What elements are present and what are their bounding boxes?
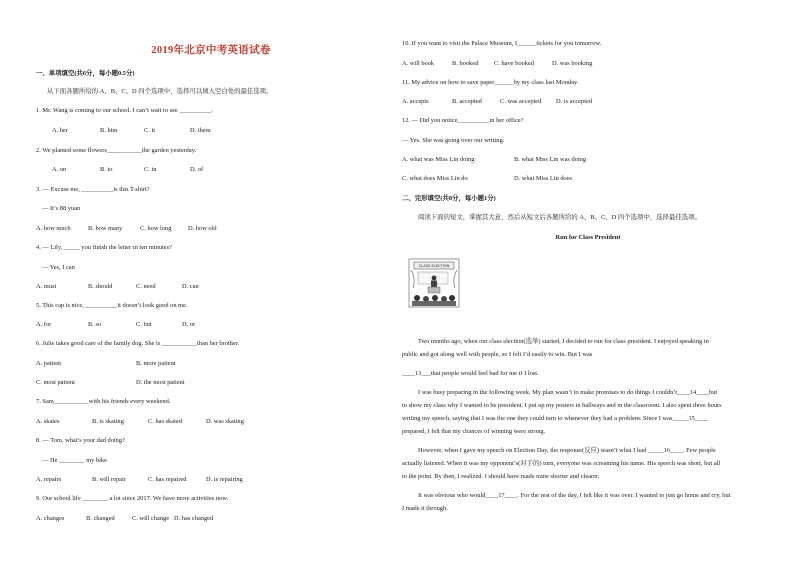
q10-stem: 10. If you want to visit the Palace Museum, I______tickets for you tomorrow. <box>402 40 602 47</box>
q9-option-a[interactable]: A. changes <box>36 515 65 522</box>
q11-option-b[interactable]: B. accepted <box>452 98 482 105</box>
q2-option-b[interactable]: B. to <box>100 166 113 173</box>
q3-option-b[interactable]: B. how many <box>88 225 123 232</box>
q8-reply: — He ________ my bike <box>42 457 107 464</box>
q6-stem: 6. Julie takes good care of the family dog. She is ___________than her brother. <box>36 340 240 347</box>
q7-option-d[interactable]: D. was skating <box>206 418 244 425</box>
section-1-heading: 一、单项填空(共6分，每小题0.5分) <box>36 70 135 77</box>
q4-option-b[interactable]: B. should <box>88 283 113 290</box>
banner-text: CLASS ELECTION <box>418 264 450 269</box>
q9-option-c[interactable]: C. will change <box>132 515 170 522</box>
q9-option-d[interactable]: D. has changed <box>174 515 214 522</box>
q12-option-c[interactable]: C. what does Miss Lin do <box>402 175 468 182</box>
q1-option-a[interactable]: A. her <box>52 127 68 134</box>
q12-stem: 12. — Did you notice__________in her office? <box>402 117 524 124</box>
q1-stem: 1. Mr. Wang is coming to our school. I can’t wait to see __________. <box>36 107 213 114</box>
q1-option-c[interactable]: C. it <box>144 127 156 134</box>
election-picture <box>408 258 460 308</box>
q2-option-c[interactable]: C. in <box>144 166 157 173</box>
q4-option-d[interactable]: D. can <box>182 283 199 290</box>
q5-option-a[interactable]: A. for <box>36 321 52 328</box>
classroom-illustration <box>408 258 460 308</box>
q7-option-c[interactable]: C. has skated <box>148 418 182 425</box>
q5-option-d[interactable]: D. or <box>182 321 196 328</box>
section-2-instruction: 阅读下面的短文，掌握其大意，然后从短文后各题所给的 A、B、C、D 四个选项中，选择最佳选项。 <box>418 214 701 221</box>
q6-option-a[interactable]: A. patient <box>36 360 62 367</box>
q3-reply: — It’s 88 yuan <box>42 205 81 212</box>
passage-line-8: However, when I gave my speech on Election Day, the response(反应) wasn’t what I had _____16____. Few people <box>418 447 716 454</box>
q7-option-a[interactable]: A. skates <box>36 418 60 425</box>
q5-option-b[interactable]: B. so <box>88 321 102 328</box>
q1-option-b[interactable]: B. him <box>100 127 118 134</box>
q2-option-d[interactable]: D. of <box>190 166 204 173</box>
passage-title: Run for Class President <box>555 234 621 241</box>
q6-option-d[interactable]: D. the most patient <box>136 379 185 386</box>
passage-line-10: to the point. By then, I realized. I should have made mine shorter and clearer. <box>402 473 600 480</box>
passage-line-4: I was busy preparing in the following week. My plan wasn’t to make promises to do things I couldn’t____14____but <box>418 389 718 396</box>
page-title: 2019年北京中考英语试卷 <box>151 45 271 56</box>
q11-stem: 11. My advice on how to save paper______by my class last Monday. <box>402 79 579 86</box>
q5-option-c[interactable]: C. but <box>136 321 152 328</box>
q6-option-c[interactable]: C. most patient <box>36 379 75 386</box>
q3-stem: 3. — Excuse me, __________is this T-shirt? <box>36 186 150 193</box>
q12-option-b[interactable]: B. what Miss Lin was doing <box>514 156 587 163</box>
passage-line-7: prepared, I felt that my chances of winning were strong. <box>402 428 546 435</box>
q9-stem: 9. Our school life ________ a lot since 2017. We have more activities now. <box>36 495 229 502</box>
q4-option-c[interactable]: C. need <box>136 283 156 290</box>
q4-stem: 4. — Lily, _____ you finish the letter in ten minutes? <box>36 244 172 251</box>
q9-option-b[interactable]: B. changed <box>86 515 115 522</box>
q12-reply: — Yes. She was going over our writing. <box>402 137 505 144</box>
passage-line-12: I made it through. <box>402 505 448 512</box>
q5-stem: 5. This cap is nice, __________it doesn’t look good on me. <box>36 302 188 309</box>
q10-option-a[interactable]: A. will book <box>402 60 435 67</box>
q12-option-d[interactable]: D. what Miss Lin does <box>514 175 573 182</box>
q10-option-b[interactable]: B. booked <box>452 60 479 67</box>
q12-option-a[interactable]: A. what was Miss Lin doing <box>402 156 475 163</box>
q7-stem: 7. Sam___________with his friends every weekend. <box>36 398 171 405</box>
q8-option-d[interactable]: D. is repairing <box>206 476 243 483</box>
q11-option-a[interactable]: A. accepts <box>402 98 429 105</box>
q6-option-b[interactable]: B. more patient <box>136 360 176 367</box>
q10-option-d[interactable]: D. was booking <box>552 60 593 67</box>
q4-option-a[interactable]: A. must <box>36 283 57 290</box>
q10-option-c[interactable]: C. have booked <box>494 60 534 67</box>
q3-option-a[interactable]: A. how much <box>36 225 71 232</box>
q11-option-c[interactable]: C. was accepted <box>500 98 542 105</box>
q3-option-c[interactable]: C. how long <box>140 225 172 232</box>
section-1-instruction: 从下面各题所给的 A、B、C、D 四个选项中，选择可以填入空白处的最佳选项。 <box>47 88 273 95</box>
q1-option-d[interactable]: D. them <box>190 127 211 134</box>
passage-line-1: Two months ago, when our class election(选举) started, I decided to run for class president. I enjoyed speaking in <box>418 338 709 345</box>
q4-reply: — Yes, I can <box>42 264 75 271</box>
passage-line-2: public and got along well with people, so I felt I’d easily to win. But I was <box>402 351 593 358</box>
q8-option-a[interactable]: A. repairs <box>36 476 62 483</box>
q2-stem: 2. We planted some flowers___________the garden yesterday. <box>36 147 197 154</box>
q11-option-d[interactable]: D. is accepted <box>556 98 593 105</box>
q3-option-d[interactable]: D. how old <box>188 225 217 232</box>
q8-stem: 8. — Tom, what’s your dad doing? <box>36 437 125 444</box>
q8-option-b[interactable]: B. will repair <box>92 476 126 483</box>
passage-line-11: It was obvious who would____17____. For the rest of the day, I felt like it was over. I wanted to just go home and cry, but <box>418 492 731 499</box>
passage-line-5: to show my class why I wanted to be president. I put up my posters in hallways and in the classroom. I also spent three hours <box>402 402 722 409</box>
q8-option-c[interactable]: C. has repaired <box>148 476 187 483</box>
q2-option-a[interactable]: A. on <box>52 166 67 173</box>
passage-line-6: writing my speech, saying that I was the one they could turn to whenever they had a problem. Since I was_____15____ <box>402 415 708 422</box>
passage-line-9: actually listened. When it was my opponent’s(对手的) turn, everyone was screaming his name. His speech was short, but all <box>402 460 721 467</box>
q7-option-b[interactable]: B. is skating <box>92 418 124 425</box>
passage-line-3: ____13___that people would feel bad for me if I lost. <box>402 370 539 377</box>
section-2-heading: 二、完形填空(共8分，每小题1分) <box>402 195 496 202</box>
